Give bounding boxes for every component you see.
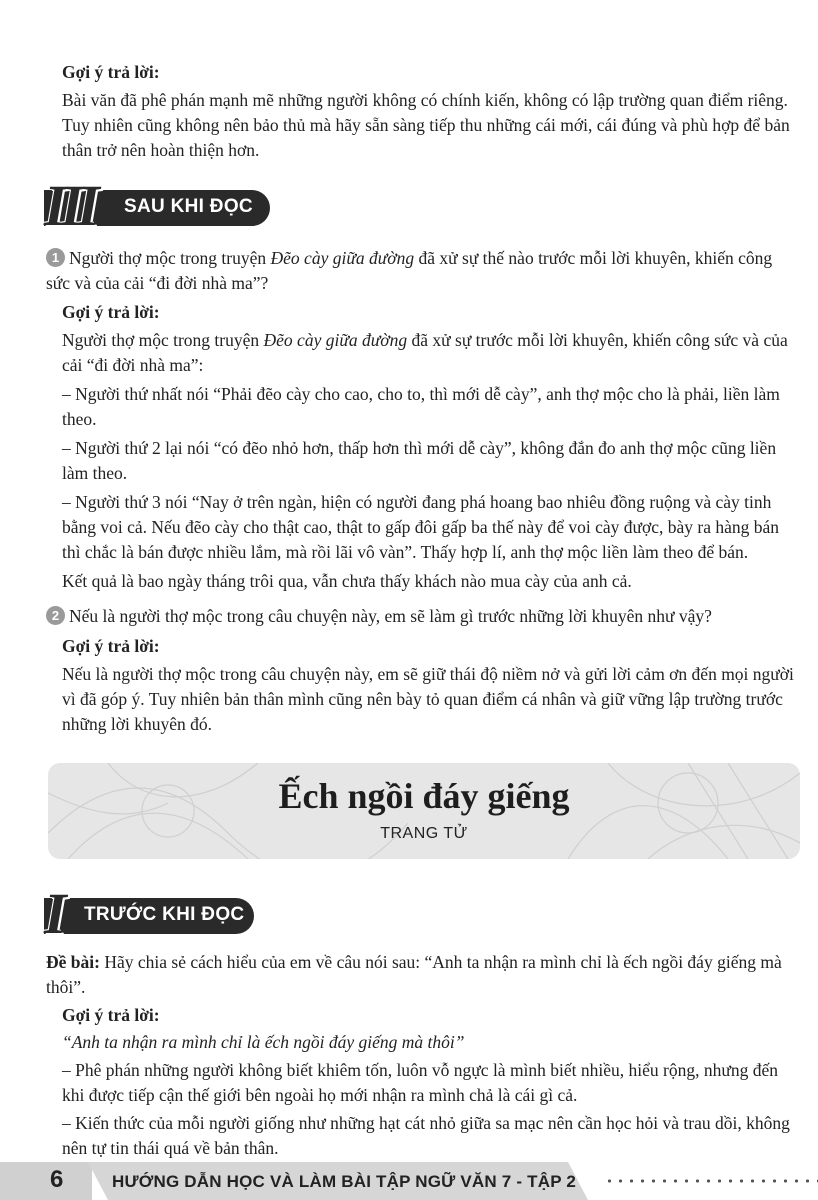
page-number: 6 xyxy=(50,1166,64,1193)
task-text: Đề bài: Hãy chia sẻ cách hiểu của em về câu nói sau: “Anh ta nhận ra mình chỉ là ếch ngồi đáy giếng mà thôi”. xyxy=(46,952,782,997)
answer-point: – Phê phán những người không biết khiêm tốn, luôn vỗ ngực là mình biết nhiều, hiểu rộng, nhưng đến khi được tiếp cận thế giới bên ngoài họ mới nhận ra mình chả là cái gì cả. xyxy=(62,1060,778,1105)
book-title: HƯỚNG DẪN HỌC VÀ LÀM BÀI TẬP NGỮ VĂN 7 - TẬP 2 xyxy=(112,1172,577,1191)
question-1 xyxy=(46,246,796,296)
answer-label: Gợi ý trả lời: xyxy=(62,1005,160,1025)
story-title: Ếch ngồi đáy giếng xyxy=(278,776,570,816)
answer-point: – Người thứ 2 lại nói “có đẽo nhỏ hơn, thấp hơn thì mới dễ cày”, không đắn đo anh thợ mộc cũng liền làm theo. xyxy=(62,438,777,483)
answer-point: – Người thứ 3 nói “Nay ở trên ngàn, hiện có người đang phá hoang bao nhiêu đồng ruộng và cày tinh bằng voi cả. Nếu đẽo cày cho thật cao, thật to gấp đôi gấp ba thế này để voi cày được, bày ra hàng bán thì chắc là bán được nhiều lắm, mà rồi lãi vô vàn”. Thấy hợp lí, anh thợ mộc liền làm theo để bán. xyxy=(62,492,780,562)
task-answer xyxy=(62,1003,796,1161)
question-2-answer xyxy=(62,634,796,737)
top-answer xyxy=(62,60,796,163)
page-number-box xyxy=(0,1162,92,1200)
question-1-answer xyxy=(62,300,796,594)
answer-intro: Người thợ mộc trong truyện Đẽo cày giữa đường đã xử sự trước mỗi lời khuyên, khiến công sức và của cải “đi đời nhà ma”: xyxy=(62,330,788,375)
answer-label: Gợi ý trả lời: xyxy=(62,636,160,656)
task-label: Đề bài: xyxy=(46,952,100,972)
question-number: 2 xyxy=(46,606,65,625)
task xyxy=(46,950,796,1000)
question-1-text: 1 Người thợ mộc trong truyện Đẽo cày giữa đường đã xử sự thế nào trước mỗi lời khuyên, khiến công sức và của cải “đi đời nhà ma”? xyxy=(46,248,773,293)
story-reference: Đẽo cày giữa đường xyxy=(270,248,415,268)
section-numeral: III xyxy=(44,173,94,238)
page-footer xyxy=(0,1162,818,1200)
answer-text: Nếu là người thợ mộc trong câu chuyện này, em sẽ giữ thái độ niềm nở và gửi lời cảm ơn đến mọi người vì đã góp ý. Tuy nhiên bản thân mình cũng nên bày tỏ quan điểm cá nhân và giữ vững lập trường trước những lời khuyên đó. xyxy=(62,664,794,734)
question-number: 1 xyxy=(46,248,65,267)
answer-conclusion: Kết quả là bao ngày tháng trôi qua, vẫn chưa thấy khách nào mua cày của anh cả. xyxy=(62,571,632,591)
answer-quote: “Anh ta nhận ra mình chỉ là ếch ngồi đáy giếng mà thôi” xyxy=(62,1032,465,1052)
story-title-box xyxy=(48,763,800,859)
answer-label: Gợi ý trả lời: xyxy=(62,62,160,82)
section-numeral: I xyxy=(44,881,61,946)
answer-text: Bài văn đã phê phán mạnh mẽ những người không có chính kiến, không có lập trường quan điểm riêng. Tuy nhiên cũng không nên bảo thủ mà hãy sẵn sàng tiếp thu những cái mới, cái đúng và phù hợp để bản thân trở nên hoàn thiện hơn. xyxy=(62,90,790,160)
section-title: TRƯỚC KHI ĐỌC xyxy=(84,904,245,925)
answer-label: Gợi ý trả lời: xyxy=(62,302,160,322)
story-reference: Đẽo cày giữa đường xyxy=(263,330,408,350)
section-banner-after-reading xyxy=(44,173,284,238)
question-2 xyxy=(46,604,796,629)
dotted-line xyxy=(604,1179,818,1183)
section-title: SAU KHI ĐỌC xyxy=(124,196,253,217)
answer-point: – Người thứ nhất nói “Phải đẽo cày cho cao, cho to, thì mới dễ cày”, anh thợ mộc cho là phải, liền làm theo. xyxy=(62,384,780,429)
answer-point: – Kiến thức của mỗi người giống như những hạt cát nhỏ giữa sa mạc nên cần học hỏi và trau dồi, không nên tự tin thái quá về bản thân. xyxy=(62,1113,790,1158)
story-author: TRANG TỬ xyxy=(380,825,468,842)
section-banner-before-reading xyxy=(44,881,264,946)
question-2-text: 2 Nếu là người thợ mộc trong câu chuyện này, em sẽ làm gì trước những lời khuyên như vậy? xyxy=(46,604,796,629)
